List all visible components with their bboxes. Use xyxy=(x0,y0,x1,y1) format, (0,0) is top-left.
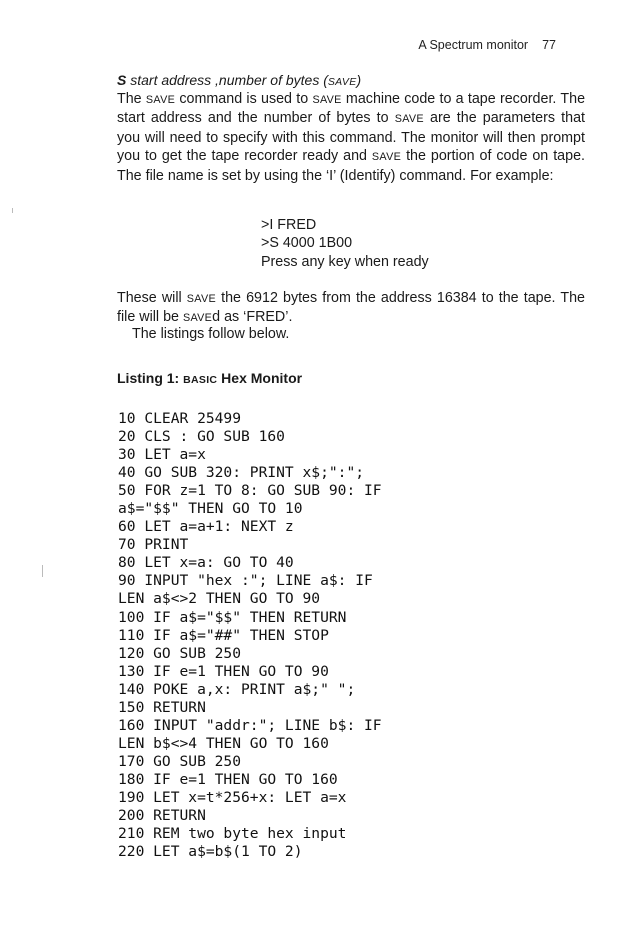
page-number: 77 xyxy=(542,38,556,52)
code-listing xyxy=(0,410,382,861)
example-line: >S 4000 1B00 xyxy=(261,235,353,252)
code-line: LEN a$<>2 THEN GO TO 90 xyxy=(118,590,321,608)
code-line: 20 CLS : GO SUB 160 xyxy=(118,428,285,446)
section-title-text: start address ,number of bytes ( xyxy=(126,72,328,88)
code-line: 210 REM two byte hex input xyxy=(118,825,347,843)
code-line: 30 LET a=x xyxy=(118,446,206,464)
code-line: 150 RETURN xyxy=(118,698,206,716)
code-line: 10 CLEAR 25499 xyxy=(118,410,242,427)
code-line: a$="$$" THEN GO TO 10 xyxy=(118,500,303,518)
code-line: 50 FOR z=1 TO 8: GO SUB 90: IF xyxy=(118,482,382,500)
paragraph-listings-intro: The listings follow below. xyxy=(132,326,290,342)
code-line: 130 IF e=1 THEN GO TO 90 xyxy=(118,662,329,680)
margin-mark xyxy=(12,208,13,213)
section-title-save: SAVE xyxy=(327,76,357,88)
paragraph-save-result: These will SAVE the 6912 bytes from the address 16384 to the tape. The file will be SAVEd as ‘FRED’. xyxy=(117,290,585,326)
code-line: LEN b$<>4 THEN GO TO 160 xyxy=(118,734,329,752)
section-title xyxy=(117,72,361,88)
code-line: 80 LET x=a: GO TO 40 xyxy=(118,554,294,572)
running-head xyxy=(418,38,556,52)
code-line: 220 LET a$=b$(1 TO 2) xyxy=(118,843,303,861)
code-line: 160 INPUT "addr:"; LINE b$: IF xyxy=(118,716,382,734)
code-line: 60 LET a=a+1: NEXT z xyxy=(118,518,294,536)
code-line: 190 LET x=t*256+x: LET a=x xyxy=(118,788,347,806)
example-block xyxy=(261,216,429,271)
code-line: 180 IF e=1 THEN GO TO 160 xyxy=(118,770,338,788)
code-line: 200 RETURN xyxy=(118,807,206,825)
margin-mark xyxy=(42,565,43,577)
code-line: 100 IF a$="$$" THEN RETURN xyxy=(118,608,347,626)
code-line: 110 IF a$="##" THEN STOP xyxy=(118,626,329,644)
paragraph-save-description: The SAVE command is used to SAVE machine code to a tape recorder. The start address and the number of bytes to SAVE are the parameters that you will need to specify with this command. The monitor will then prompt you to get the tape recorder ready and SAVE the portion of code on tape. The file name is set by using the ‘I’ (Identify) command. For example: xyxy=(117,91,586,184)
code-line: 90 INPUT "hex :"; LINE a$: IF xyxy=(118,572,373,590)
code-line: 40 GO SUB 320: PRINT x$;":"; xyxy=(118,464,365,482)
example-line: Press any key when ready xyxy=(261,253,429,270)
listing-basic: BASIC xyxy=(183,374,218,386)
running-title: A Spectrum monitor xyxy=(418,38,529,52)
command-letter: S xyxy=(117,72,127,88)
example-line: >I FRED xyxy=(261,217,317,233)
code-line: 70 PRINT xyxy=(118,536,189,554)
listing-title xyxy=(117,370,302,386)
listing-suffix: Hex Monitor xyxy=(217,370,303,386)
listing-prefix: Listing 1: xyxy=(117,370,184,386)
section-title-close: ) xyxy=(356,72,362,88)
code-line: 120 GO SUB 250 xyxy=(118,644,242,662)
code-line: 170 GO SUB 250 xyxy=(118,752,242,770)
code-line: 140 POKE a,x: PRINT a$;" "; xyxy=(118,680,356,698)
